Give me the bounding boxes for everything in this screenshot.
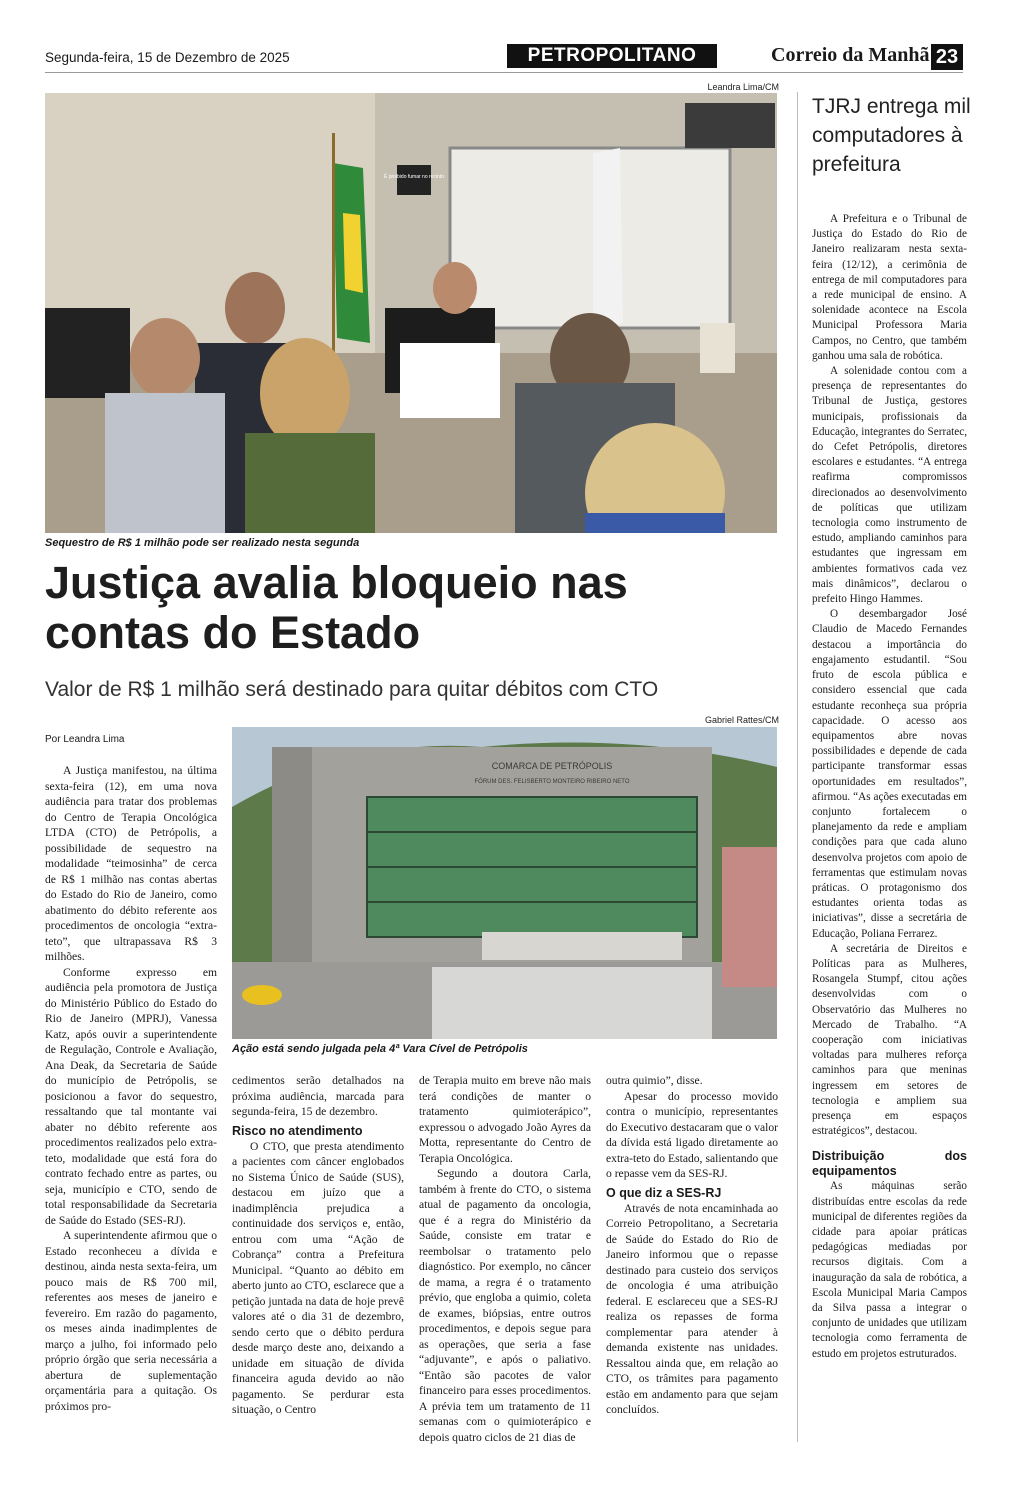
paragraph: Conforme expresso em audiência pela promotora de Justiça do Ministério Público do Estado do Rio de Janeiro (MPRJ), Vanessa Katz, após ouvir a superintendente de Regulação, Controle e Avaliação, Ana Deak, da Secretaria de Saúde do município de Petrópolis, se posicionou a favor do sequestro, ressaltando que tal montante vai abater no débito referente aos procedimentos realizados pelo extra-teto, modalidade que está fora do contrato fechado entre as partes, ou seja, município e CTO, sendo de total responsabilidade da Secretaria de Saúde do Estado (SES-RJ).	[45, 965, 217, 1227]
paragraph: Apesar do processo movido contra o município, representantes do Executivo destacaram que o valor da dívida está ligado diretamente ao extra-teto do Estado, salientando que o repasse vem da SES-RJ.	[606, 1089, 778, 1180]
photo2-caption: Ação está sendo julgada pela 4ª Vara Cível de Petrópolis	[232, 1043, 528, 1055]
facade-lettering-2: FÓRUM DES. FELISBERTO MONTEIRO RIBEIRO NETO	[474, 779, 630, 785]
article-column-4	[606, 1073, 778, 1418]
issue-date: Segunda-feira, 15 de Dezembro de 2025	[45, 50, 290, 65]
subhead-ses: O que diz a SES-RJ	[606, 1185, 722, 1200]
courthouse-illustration	[232, 727, 777, 1039]
paragraph: O CTO, que presta atendimento a pacientes com câncer englobados no Sistema Único de Saúde (SUS), destacou em juízo que a inadimplência prejudica a continuidade dos serviços e, então, entrou com uma “Ação de Cobrança” contra a Prefeitura Municipal. “Quanto ao débito em aberto junto ao CTO, esclarece que a petição juntada na data de hoje prevê valores até o dia 31 de dezembro, sendo certo que o débito perdura desde março deste ano, deixando a unidade em situação de dívida financeira aguda devido ao não pagamento. Se perdurar esta situação, o Centro	[232, 1139, 404, 1416]
paragraph: de Terapia muito em breve não mais terá condições de manter o tratamento quimioterápico”, expressou o advogado João Ayres da Motta, representante do Centro de Terapia Oncológica.	[419, 1074, 591, 1165]
photo1-credit: Leandra Lima/CM	[707, 82, 779, 92]
paragraph: Através de nota encaminhada ao Correio Petropolitano, a Secretaria de Saúde do Estado do Rio de Janeiro informou que o repasse destinado para custeio dos serviços de oncologia é uma atribuição federal. E esclareceu que a SES-RJ realiza os repasses de forma complementar para atender à demanda existente nas unidades. Ressaltou ainda que, em relação ao CTO, os trâmites para pagamento estão em andamento para que sejam concluídos.	[606, 1201, 778, 1416]
photo1-caption: Sequestro de R$ 1 milhão pode ser realizado nesta segunda	[45, 537, 360, 549]
photo2-credit: Gabriel Rattes/CM	[704, 715, 779, 725]
column-divider	[797, 92, 798, 1442]
article-column-1	[45, 763, 217, 1414]
facade-lettering-1: COMARCA DE PETRÓPOLIS	[491, 761, 613, 771]
courtroom-photo	[45, 93, 777, 533]
article-byline: Por Leandra Lima	[45, 734, 125, 745]
paragraph: A solenidade contou com a presença de representantes do Tribunal de Justiça, gestores municipais, profissionais da Educação, integrantes do Serratec, do Cefet Petrópolis, diretores escolares e estudantes. “A entrega reafirma compromissos direcionados ao desenvolvimento de políticas que utilizam tecnologia como instrumento de estudo, ampliando caminhos para estudantes que ingressam em ambientes formativos cada vez mais dinâmicos”, declarou o prefeito Hingo Hammes.	[812, 365, 967, 606]
header-rule	[45, 72, 963, 73]
article-deck: Valor de R$ 1 milhão será destinado para quitar débitos com CTO	[45, 678, 659, 701]
paragraph: O desembargador José Claudio de Macedo Fernandes destacou a importância do engajamento estudantil. “Sou fruto de escola pública e considero essencial que cada estudante reconheça sua própria capacidade. O acesso aos equipamentos abre novas possibilidades e depende de cada participante transformar essas oportunidades em resultados”, afirmou. “As ações executadas em conjunto fortalecem o planejamento da rede e ampliam condições para que cada aluno desenvolva projetos com apoio de ferramentas que estimulam novas práticas. O protagonismo dos estudantes orienta todas as iniciativas”, disse a secretária de Educação, Poliana Ferrarez.	[812, 608, 967, 940]
article-headline: Justiça avalia bloqueio nas contas do Estado	[45, 557, 628, 658]
article-column-3	[419, 1073, 591, 1445]
page-number: 23	[931, 44, 963, 70]
paragraph: cedimentos serão detalhados na próxima audiência, marcada para segunda-feira, 15 de dezembro.	[232, 1074, 404, 1118]
paragraph: A Prefeitura e o Tribunal de Justiça do Estado do Rio de Janeiro realizaram nesta sexta-feira (12/12), a cerimônia de entrega de mil computadores para a rede municipal de ensino. A solenidade acontece na Escola Municipal Professora Maria Campos, no Centro, que também ganhou uma sala de robótica.	[812, 213, 967, 362]
paragraph: A Justiça manifestou, na última sexta-feira (12), em uma nova audiência para tratar dos problemas do Centro de Terapia Oncológica LTDA (CTO) de Petrópolis, a possibilidade de sequestro na modalidade “teimosinha” de cerca de R$ 1 milhão nas contas abertas do Estado do Rio de Janeiro, como abatimento do débito referente aos procedimentos de oncologia “extra-teto”, que ultrapassava R$ 3 milhões.	[45, 764, 217, 963]
sidebar-subhead: Distribuição dos equipamentos	[812, 1149, 967, 1179]
paragraph: A superintendente afirmou que o Estado reconheceu a dívida e destinou, ainda nesta sexta-feira, um pouco mais de R$ 700 mil, referentes aos meses de janeiro e fevereiro. Em razão do pagamento, os meses ainda inadimplentes de março a julho, foi informado pelo próprio órgão que seria necessária a abertura de suplementação orçamentária para a quitação. Os próximos pro-	[45, 1229, 217, 1413]
paragraph: Segundo a doutora Carla, também à frente do CTO, o sistema atual de pagamento da oncologia, que é a regra do Ministério da Saúde, consiste em tratar e reembolsar o tratamento pelo diagnóstico. Por exemplo, no câncer de mama, a regra é o tratamento prévio, que engloba a quimio, coleta de exames, biópsias, entre outros procedimentos, e depois segue para as operações, que seria a fase “adjuvante”, e após o paliativo. “Então são pacotes de valor financeiro para esses procedimentos. A prévia tem um tratamento de 11 semanas com o quimioterápico e depois quatro ciclos de 21 dias de	[419, 1167, 591, 1444]
courtroom-illustration	[45, 93, 777, 533]
no-smoking-sign: É proibido fumar no recinto	[383, 174, 445, 180]
courthouse-photo	[232, 727, 777, 1039]
paragraph: A secretária de Direitos e Políticas para as Mulheres, Rosangela Stumpf, citou ações desenvolvidas com o Observatório das Mulheres no Mercado de Trabalho. “A cooperação com iniciativas voltadas para mulheres reforça caminhos para que meninas ingressem em setores de tecnologia e ampliem sua presença em espaços estratégicos”, destacou.	[812, 942, 967, 1138]
paragraph: outra quimio”, disse.	[606, 1074, 703, 1087]
sidebar-headline: TJRJ entrega mil computadores à prefeitura	[812, 95, 971, 176]
subhead-risco: Risco no atendimento	[232, 1123, 363, 1138]
article-column-2	[232, 1073, 404, 1418]
paragraph: As máquinas serão distribuídas entre escolas da rede municipal de diferentes regiões da cidade para apoiar práticas pedagógicas mediadas por recursos digitais. Com a inauguração da sala de robótica, a Escola Municipal Maria Campos da Silva passa a integrar o conjunto de unidades que utilizam tecnologia como ferramenta de estudo em projetos estruturados.	[812, 1180, 967, 1360]
sidebar-column	[812, 212, 967, 1362]
section-label: PETROPOLITANO	[507, 44, 717, 68]
newspaper-name: Correio da Manhã	[771, 44, 930, 66]
